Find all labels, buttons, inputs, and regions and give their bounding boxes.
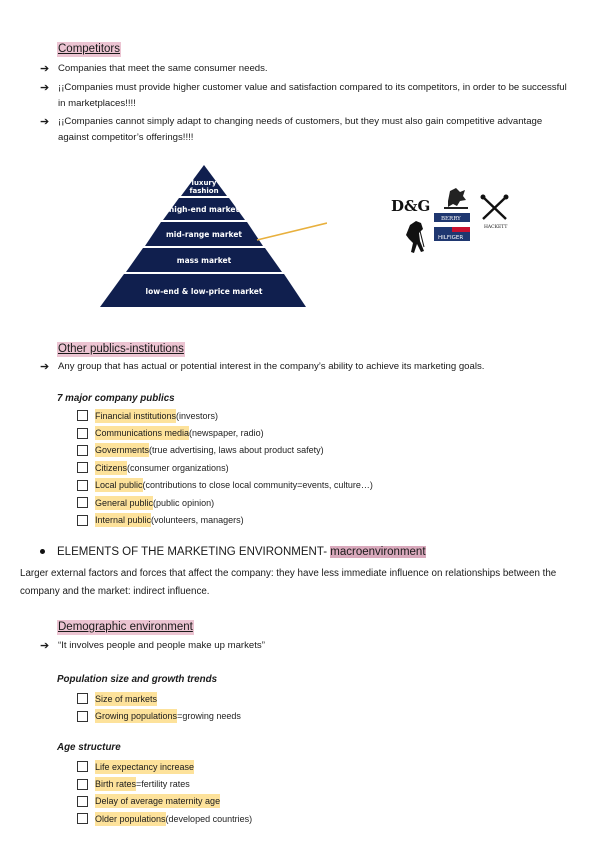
bullet-item — [40, 359, 575, 375]
checkbox[interactable] — [77, 796, 88, 807]
checkbox[interactable] — [77, 779, 88, 790]
item-note: (developed countries) — [165, 813, 253, 824]
checkbox[interactable] — [77, 445, 88, 456]
item-note: =fertility rates — [136, 779, 190, 790]
checkbox[interactable] — [77, 515, 88, 526]
checkbox[interactable] — [77, 761, 88, 772]
list-item — [77, 707, 241, 724]
item-note: (newspaper, radio) — [189, 428, 264, 439]
population-subheading: Population size and growth trends — [57, 674, 218, 685]
checkbox[interactable] — [77, 813, 88, 824]
item-term: Internal public — [95, 515, 152, 526]
item-note: (volunteers, managers) — [151, 515, 244, 526]
macro-heading-prefix: ELEMENTS OF THE MARKETING ENVIRONMENT- — [57, 546, 328, 558]
list-item — [77, 407, 373, 424]
hackett-logo: HACKETT — [484, 225, 508, 230]
publics-subheading: 7 major company publics — [57, 393, 175, 404]
item-term: Local public — [95, 480, 143, 491]
tommy-text: HILFIGER — [438, 235, 464, 241]
arrow-icon: ➔ — [40, 640, 50, 652]
bullet-item — [40, 638, 575, 654]
market-pyramid — [82, 160, 327, 310]
arrow-icon: ➔ — [40, 361, 50, 373]
list-item — [77, 477, 373, 494]
bullet-text: Companies that meet the same consumer needs. — [58, 63, 268, 74]
pyramid-label-2: high-end market — [168, 205, 240, 214]
arrow-icon: ➔ — [40, 82, 50, 94]
bullet-dot-icon — [40, 549, 45, 554]
bullet-text: Any group that has actual or potential interest in the company’s ability to achieve its marketing goals. — [58, 361, 485, 372]
list-item — [77, 793, 252, 810]
publics-checklist — [77, 407, 373, 529]
macro-paragraph: Larger external factors and forces that affect the company: they have less immediate influence on relationships between the company and the market: indirect influence. — [20, 568, 557, 597]
item-note: (true advertising, laws about product safety) — [149, 445, 324, 456]
brand-logos — [388, 185, 528, 265]
item-term: Communications media — [95, 428, 190, 439]
bullet-item — [40, 61, 575, 77]
checkbox[interactable] — [77, 711, 88, 722]
dg-logo: D&G — [391, 197, 431, 215]
item-term: Older populations — [95, 813, 166, 824]
polo-horse-icon — [406, 221, 424, 253]
pyramid-label-5: low-end & low-price market — [145, 287, 263, 296]
tommy-hilfiger-logo — [434, 227, 470, 241]
burberry-knight-icon — [444, 188, 468, 209]
macro-heading — [40, 546, 426, 558]
checkbox[interactable] — [77, 497, 88, 508]
list-item — [77, 442, 373, 459]
item-term: Size of markets — [95, 693, 158, 704]
item-term: Life expectancy increase — [95, 761, 195, 772]
population-checklist — [77, 690, 241, 725]
item-term: Birth rates — [95, 779, 137, 790]
list-item — [77, 690, 241, 707]
checkbox[interactable] — [77, 462, 88, 473]
age-checklist — [77, 758, 252, 828]
bullet-item — [40, 114, 575, 146]
list-item — [77, 459, 373, 476]
publics-heading: Other publics-institutions — [58, 343, 184, 355]
pyramid-label-1b: fashion — [189, 187, 219, 195]
item-note: (public opinion) — [153, 497, 215, 508]
item-note: (investors) — [176, 410, 219, 421]
blue-label-text: BERRY — [441, 216, 461, 222]
checkbox[interactable] — [77, 428, 88, 439]
checkbox[interactable] — [77, 410, 88, 421]
list-item — [77, 424, 373, 441]
bullet-item — [40, 80, 575, 112]
demographic-heading: Demographic environment — [58, 621, 193, 633]
checkbox[interactable] — [77, 693, 88, 704]
checkbox[interactable] — [77, 480, 88, 491]
item-term: Financial institutions — [95, 410, 177, 421]
list-item — [77, 494, 373, 511]
item-note: (contributions to close local community=events, culture…) — [142, 480, 373, 491]
item-term: Governments — [95, 445, 150, 456]
bullet-text: “It involves people and people make up markets” — [58, 640, 265, 651]
hackett-crossed-swords-icon — [481, 195, 509, 220]
item-note: (consumer organizations) — [127, 462, 229, 473]
arrow-icon: ➔ — [40, 63, 50, 75]
list-item — [77, 810, 252, 827]
list-item — [77, 758, 252, 775]
item-term: General public — [95, 497, 154, 508]
arrow-icon: ➔ — [40, 116, 50, 128]
item-term: Citizens — [95, 462, 128, 473]
age-subheading: Age structure — [57, 742, 121, 753]
item-term: Delay of average maternity age — [95, 796, 221, 807]
pyramid-label-1a: luxury — [191, 179, 217, 187]
competitors-heading: Competitors — [58, 43, 120, 55]
item-term: Growing populations — [95, 711, 178, 722]
bullet-text: ¡¡Companies must provide higher customer value and satisfaction compared to its competitors, in order to be successful in marketplaces!!!! — [58, 82, 567, 109]
list-item — [77, 511, 373, 528]
pyramid-arrow — [257, 223, 327, 240]
macro-heading-highlight: macroenvironment — [330, 546, 426, 558]
pyramid-label-4: mass market — [176, 256, 232, 265]
pyramid-label-3: mid-range market — [165, 230, 243, 239]
list-item — [77, 775, 252, 792]
bullet-text: ¡¡Companies cannot simply adapt to changing needs of customers, but they must also gain competitive advantage against competitor’s offerings!!!! — [58, 116, 543, 143]
item-note: =growing needs — [177, 711, 241, 722]
